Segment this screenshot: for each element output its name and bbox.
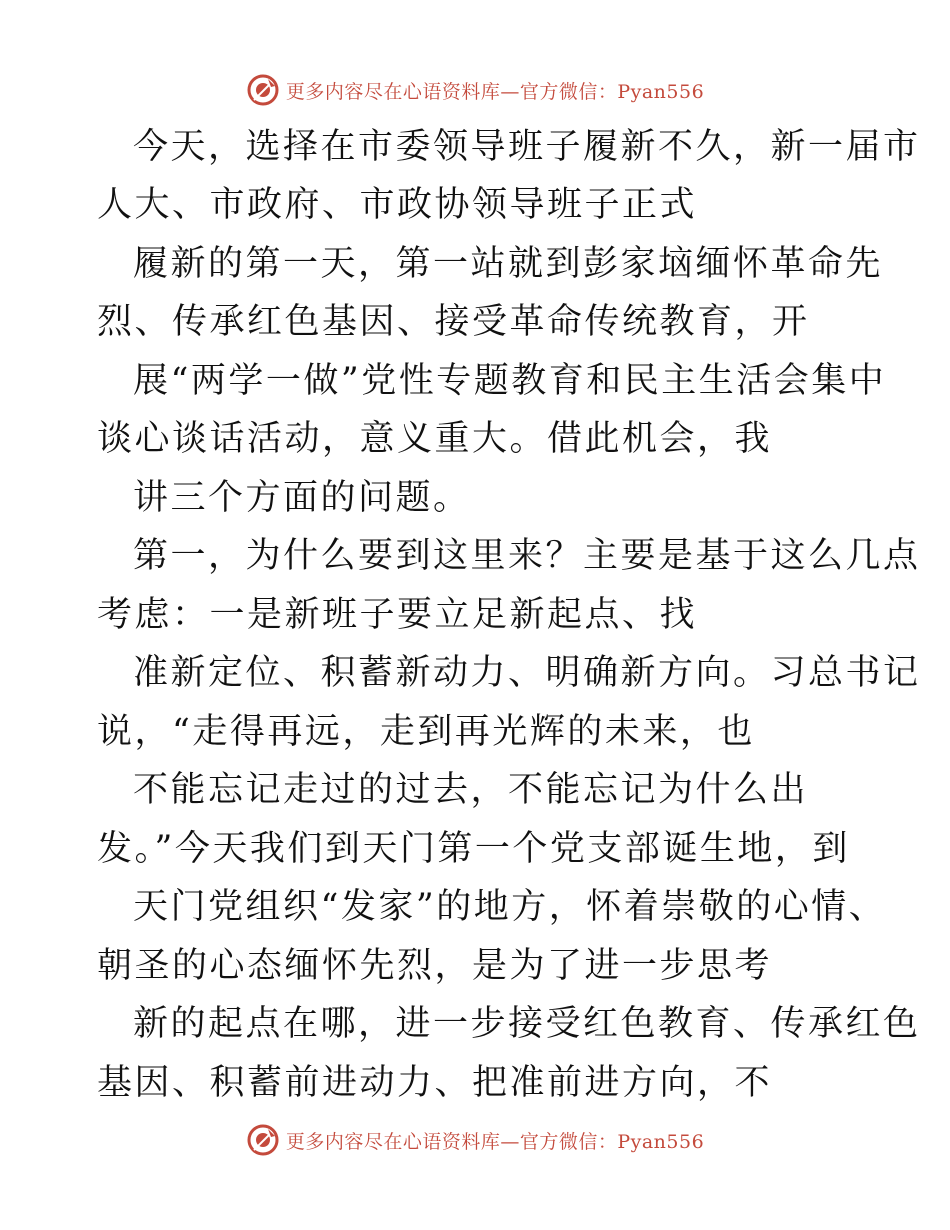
- header-banner: [0, 70, 950, 110]
- text-line: 新的起点在哪，进一步接受红色教育、传承红色: [133, 1004, 921, 1044]
- text-line: 讲三个方面的问题。: [133, 478, 471, 518]
- footer-banner-text: 更多内容尽在心语资料库—官方微信：Pyan556: [285, 1130, 705, 1153]
- text-line: 履新的第一天，第一站就到彭家垴缅怀革命先: [133, 244, 884, 284]
- text-line: 准新定位、积蓄新动力、明确新方向。习总书记: [133, 653, 921, 693]
- text-line: 不能忘记走过的过去，不能忘记为什么出: [133, 770, 809, 810]
- header-banner-text: 更多内容尽在心语资料库—官方微信：Pyan556: [285, 80, 705, 103]
- text-line: 发。”今天我们到天门第一个党支部诞生地，到: [97, 829, 850, 869]
- footer-banner: [0, 1120, 950, 1160]
- text-line: 人大、市政府、市政协领导班子正式: [97, 185, 698, 225]
- text-line: 基因、积蓄前进动力、把准前进方向，不: [97, 1063, 773, 1103]
- text-line: 展“两学一做”党性专题教育和民主生活会集中: [133, 361, 887, 401]
- logo-icon: [246, 1123, 280, 1157]
- text-line: 说，“走得再远，走到再光辉的未来，也: [97, 712, 755, 752]
- text-line: 天门党组织“发家”的地方，怀着崇敬的心情、: [133, 887, 887, 927]
- text-line: 烈、传承红色基因、接受革命传统教育，开: [97, 302, 810, 342]
- logo-icon: [246, 73, 280, 107]
- text-line: 第一，为什么要到这里来？主要是基于这么几点: [133, 536, 921, 576]
- text-line: 谈心谈话活动，意义重大。借此机会，我: [97, 419, 773, 459]
- text-line: 今天，选择在市委领导班子履新不久，新一届市: [133, 127, 921, 167]
- text-line: 朝圣的心态缅怀先烈，是为了进一步思考: [97, 946, 773, 986]
- text-line: 考虑：一是新班子要立足新起点、找: [97, 595, 698, 635]
